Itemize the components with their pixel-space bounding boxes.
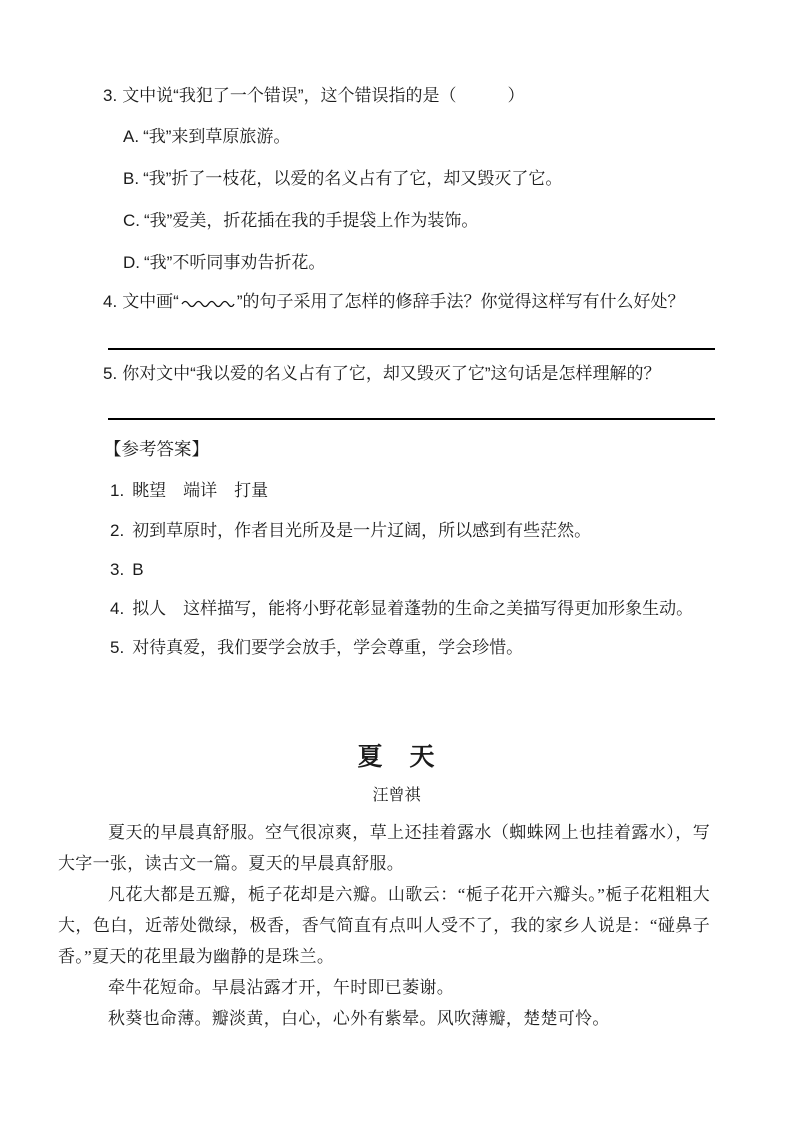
answer-item-4: [110, 598, 723, 619]
passage-body: [58, 817, 710, 1034]
passage-paragraph-4: 秋葵也命薄。瓣淡黄，白心，心外有紫晕。风吹薄瓣，楚楚可怜。: [108, 1009, 610, 1028]
answer-1-number: 1.: [110, 481, 125, 500]
answer-4-text: 拟人 这样描写，能将小野花彰显着蓬勃的生命之美描写得更加形象生动。: [132, 599, 694, 618]
option-c: [123, 210, 723, 231]
question-3-number: 3.: [103, 86, 118, 105]
answer-5-text: 对待真爱，我们要学会放手，学会尊重，学会珍惜。: [132, 638, 524, 657]
answer-blank-line-2: [108, 418, 715, 420]
question-5-text: 你对文中“我以爱的名义占有了它，却又毁灭了它”这句话是怎样理解的？: [122, 364, 661, 383]
answer-blank-line-1: [108, 348, 715, 350]
option-b: [123, 168, 723, 189]
option-c-text: “我”爱美，折花插在我的手提袋上作为装饰。: [144, 211, 479, 230]
answer-1-text: 眺望 端详 打量: [132, 481, 269, 500]
option-a-text: “我”来到草原旅游。: [143, 127, 291, 146]
question-3-stem: 文中说“我犯了一个错误”，这个错误指的是（ ）: [122, 86, 525, 105]
answer-2-text: 初到草原时，作者目光所及是一片辽阔，所以感到有些茫然。: [132, 521, 592, 540]
answer-2-number: 2.: [110, 521, 125, 540]
passage-title: 夏 天: [357, 743, 436, 771]
option-d: [123, 252, 723, 273]
answer-4-number: 4.: [110, 599, 125, 618]
reference-answers-heading: 【参考答案】: [104, 439, 209, 459]
question-5: [103, 363, 723, 384]
passage-author: 汪曾祺: [372, 787, 421, 804]
passage-paragraph-1: 夏天的早晨真舒服。空气很凉爽，草上还挂着露水（蜘蛛网上也挂着露水），写大字一张，读古文一篇。夏天的早晨真舒服。: [58, 823, 710, 873]
answer-item-1: [110, 480, 723, 501]
option-b-text: “我”折了一枝花，以爱的名义占有了它，却又毁灭了它。: [143, 169, 563, 188]
question-4-prefix: 文中画“: [122, 292, 179, 311]
question-5-number: 5.: [103, 364, 118, 383]
option-d-text: “我”不听同事劝告折花。: [144, 253, 326, 272]
passage-paragraph-2: 凡花大都是五瓣，栀子花却是六瓣。山歌云：“栀子花开六瓣头。”栀子花粗粗大大，色白，近蒂处微绿，极香，香气简直有点叫人受不了，我的家乡人说是：“碰鼻子香。”夏天的花里最为幽静的是珠兰。: [58, 885, 710, 966]
option-d-label: D.: [123, 253, 140, 272]
passage-paragraph-3: 牵牛花短命。早晨沾露才开，午时即已萎谢。: [108, 978, 454, 997]
question-4: [103, 291, 723, 313]
answer-item-3: [110, 559, 723, 580]
answer-item-2: [110, 520, 723, 541]
question-4-number: 4.: [103, 292, 118, 311]
option-c-label: C.: [123, 211, 140, 230]
answer-3-number: 3.: [110, 560, 125, 579]
answer-item-5: [110, 637, 723, 658]
wavy-underline-icon: [181, 292, 235, 313]
option-b-label: B.: [123, 169, 140, 188]
option-a: [123, 126, 723, 147]
answer-5-number: 5.: [110, 638, 125, 657]
question-4-suffix: ”的句子采用了怎样的修辞手法？你觉得这样写有什么好处？: [236, 292, 685, 311]
question-3: [103, 85, 723, 106]
option-a-label: A.: [123, 127, 140, 146]
answer-3-text: B: [132, 560, 144, 579]
